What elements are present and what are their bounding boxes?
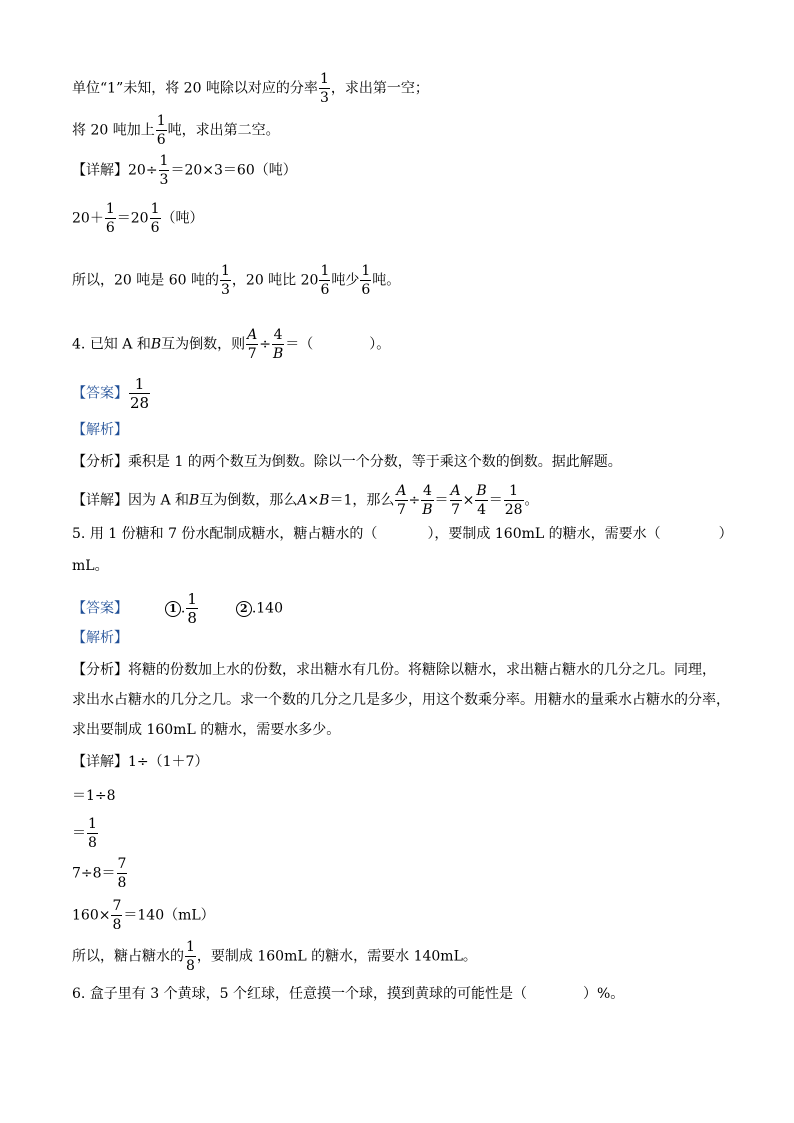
numerator: 7 [117, 856, 127, 872]
text: × [462, 492, 475, 509]
analysis-tag: 【解析】 [72, 422, 128, 438]
text: 160× [72, 907, 111, 924]
text: ＝140（mL） [123, 907, 215, 924]
text: 乘积是 1 的两个数互为倒数。除以一个分数，等于乘这个数的倒数。据此解题。 [128, 454, 622, 470]
fraction [159, 152, 170, 189]
text: 20÷ [128, 162, 158, 179]
text: 吨少 [331, 272, 360, 289]
numerator: 1 [186, 939, 195, 955]
fraction [360, 262, 371, 299]
text: ），要制成 160mL 的糖水，需要水（ [427, 526, 661, 542]
text: ＝（ [285, 336, 314, 353]
numerator: 1 [156, 113, 166, 129]
numerator: 4 [273, 327, 283, 343]
question-6 [72, 984, 624, 1004]
text: 盒子里有 3 个黄球，5 个红球，任意摸一个球，摸到黄球的可能性是（ [89, 986, 527, 1002]
fraction [395, 482, 407, 519]
question-number: 4. [72, 336, 86, 353]
text: . [180, 600, 186, 617]
answer-tag: 【答案】 [72, 600, 128, 617]
fraction [129, 375, 150, 412]
text: 已知 A 和 [89, 336, 151, 353]
numerator: 1 [319, 71, 329, 87]
numerator: A [450, 483, 461, 499]
numerator: 1 [88, 816, 97, 832]
circled-number: 1 [165, 601, 181, 617]
text: 1÷（1＋7） [128, 754, 209, 770]
text: ，求出第一空； [330, 80, 429, 97]
numerator: 1 [504, 482, 524, 501]
text: ＝20×3＝60（吨） [170, 162, 297, 179]
analysis-subtag: 【分析】 [72, 454, 128, 470]
text: 吨，求出第二空。 [167, 122, 280, 139]
equation-line [72, 815, 99, 852]
equation-line [72, 855, 128, 892]
denominator: 7 [396, 502, 406, 518]
variable: B [189, 492, 200, 509]
text: ÷ [259, 336, 271, 353]
variable: B [150, 336, 162, 353]
fraction [319, 262, 330, 299]
numerator: 1 [105, 201, 115, 217]
denominator: 28 [504, 502, 523, 518]
text: . [251, 600, 257, 617]
answer-line [72, 590, 283, 627]
text: ，20 吨比 20 [231, 272, 319, 289]
text: 吨。 [372, 272, 401, 289]
denominator: 8 [88, 835, 97, 851]
denominator: 7 [451, 502, 461, 518]
question-5 [72, 524, 733, 544]
denominator: 6 [156, 132, 166, 148]
answer-tag: 【答案】 [72, 385, 128, 402]
fraction [117, 855, 128, 892]
question-number: 5. [72, 526, 86, 542]
text-line [72, 70, 429, 107]
fraction [111, 897, 122, 934]
text: 20＋ [72, 210, 104, 227]
text: ） [718, 526, 733, 542]
numerator: 1 [220, 263, 230, 279]
detail-tag: 【详解】 [72, 162, 128, 179]
fraction [319, 70, 330, 107]
text: 所以，糖占糖水的 [72, 948, 184, 965]
denominator: 6 [320, 282, 330, 298]
detail-line [72, 482, 539, 519]
fraction [186, 590, 198, 627]
fraction [87, 815, 98, 852]
question-4 [72, 326, 390, 363]
text: （吨） [161, 210, 204, 227]
denominator: 8 [187, 609, 197, 627]
conclusion-line [72, 938, 477, 975]
denominator: 6 [150, 220, 160, 236]
text: ＝ [72, 825, 86, 842]
denominator: 3 [319, 90, 329, 106]
text: 因为 A 和 [128, 492, 190, 509]
fraction [220, 262, 231, 299]
numerator: 1 [187, 590, 197, 608]
denominator: 3 [220, 282, 230, 298]
fraction [150, 200, 161, 237]
answer-line [72, 375, 151, 412]
numerator: 4 [422, 483, 432, 499]
variable: B [319, 492, 330, 509]
detail-line [72, 752, 208, 772]
analysis-line: 求出水占糖水的几分之几。求一个数的几分之几是多少，用这个数乘分率。用糖水的量乘水占糖水的分率， [72, 692, 730, 708]
text: ）%。 [582, 986, 625, 1002]
text: ＝20 [116, 210, 149, 227]
text: ＝ [488, 492, 503, 509]
text: 。 [524, 492, 539, 509]
denominator: 6 [361, 282, 371, 298]
equation-line [72, 200, 204, 237]
variable: A [297, 492, 308, 509]
numerator: 1 [361, 263, 371, 279]
detail-tag: 【详解】 [72, 754, 128, 770]
fraction [504, 482, 524, 519]
answer-value: 140 [256, 600, 283, 617]
text: ）。 [369, 336, 391, 353]
analysis-line [72, 660, 716, 680]
analysis-subtag: 【分析】 [72, 662, 128, 678]
text: 将 20 吨加上 [72, 122, 155, 139]
fraction [450, 482, 462, 519]
denominator: 3 [159, 172, 169, 188]
text: 7÷8＝ [72, 865, 116, 882]
denominator: 7 [247, 346, 257, 362]
denominator: B [272, 346, 284, 362]
numerator: 7 [112, 898, 122, 914]
text-line [72, 112, 280, 149]
text: ÷ [408, 492, 421, 509]
numerator: B [476, 483, 487, 499]
text: 互为倒数，那么 [199, 492, 298, 509]
equation-line [72, 897, 215, 934]
analysis-line [72, 452, 622, 472]
detail-tag: 【详解】 [72, 492, 128, 509]
denominator: B [422, 502, 433, 518]
text: ，要制成 160mL 的糖水，需要水 140mL。 [196, 948, 477, 965]
denominator: 8 [186, 958, 195, 974]
conclusion-line [72, 262, 400, 299]
denominator: 8 [117, 875, 127, 891]
analysis-tag: 【解析】 [72, 630, 128, 646]
fraction [156, 112, 167, 149]
text: 单位“1”未知，将 20 吨除以对应的分率 [72, 80, 318, 97]
text: ＝1，那么 [329, 492, 395, 509]
circled-number: 2 [236, 601, 252, 617]
denominator: 6 [105, 220, 115, 236]
fraction [272, 326, 284, 363]
numerator: 1 [150, 201, 160, 217]
denominator: 28 [130, 394, 150, 412]
numerator: 1 [129, 375, 150, 394]
numerator: 1 [320, 263, 330, 279]
numerator: A [247, 327, 258, 343]
fraction [421, 482, 433, 519]
fraction [185, 938, 196, 975]
text: 将糖的份数加上水的份数，求出糖水有几份。将糖除以糖水，求出糖占糖水的几分之几。同理， [128, 662, 716, 678]
fraction [105, 200, 116, 237]
fraction [475, 482, 487, 519]
denominator: 4 [477, 502, 487, 518]
text: × [307, 492, 320, 509]
text: 用 1 份糖和 7 份水配制成糖水，糖占糖水的（ [89, 526, 378, 542]
text: ＝ [434, 492, 449, 509]
text: 互为倒数，则 [161, 336, 246, 353]
text-line: mL。 [72, 558, 109, 574]
numerator: A [396, 483, 407, 499]
analysis-line: 求出要制成 160mL 的糖水，需要水多少。 [72, 722, 341, 738]
numerator: 1 [159, 153, 169, 169]
detail-line [72, 152, 297, 189]
text: 所以，20 吨是 60 吨的 [72, 272, 219, 289]
equation-line: ＝1÷8 [72, 788, 116, 804]
question-number: 6. [72, 986, 86, 1002]
denominator: 8 [112, 917, 122, 933]
fraction [246, 326, 258, 363]
